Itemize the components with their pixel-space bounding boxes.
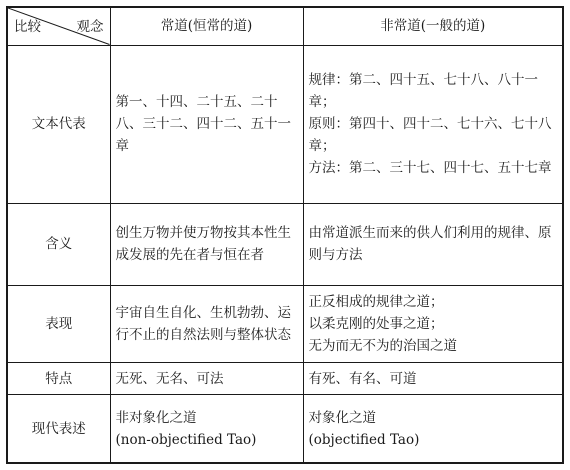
- cell-text: 创生万物并使万物按其本性生成发展的先在者与恒在者: [115, 225, 291, 264]
- cell-text: 规律：第二、四十五、七十八、八十一章；: [308, 72, 538, 111]
- cell-text: 第一、十四、二十五、二十八、三十二、四十二、五十一章: [115, 94, 291, 155]
- cell-text: 非对象化之道: [115, 409, 197, 426]
- corner-header-cell: [7, 7, 110, 45]
- row-label: 含义: [7, 203, 110, 285]
- cell-text: 宇宙自生自化、生机勃勃、运行不止的自然法则与整体状态: [115, 304, 291, 343]
- cell-changdao: [110, 395, 303, 463]
- cell-feichangdao: [303, 285, 563, 363]
- comparison-table: [6, 6, 564, 464]
- cell-text: 无为而无不为的治国之道: [308, 337, 457, 354]
- table-row-meaning: [7, 203, 563, 285]
- comparison-table-wrapper: [6, 6, 562, 464]
- cell-feichangdao: [303, 395, 563, 463]
- cell-text: 以柔克刚的处事之道；: [308, 315, 444, 332]
- cell-changdao: [110, 363, 303, 395]
- cell-text: 原则：第四十、四十二、七十六、七十八章；: [308, 116, 552, 155]
- cell-text: 正反相成的规律之道；: [308, 293, 444, 310]
- cell-text: 无死、无名、可法: [115, 370, 224, 387]
- table-row-modern-expression: [7, 395, 563, 463]
- row-label: 表现: [7, 285, 110, 363]
- table-row-text-representative: [7, 45, 563, 203]
- cell-changdao: [110, 45, 303, 203]
- cell-text: 有死、有名、可道: [308, 370, 417, 387]
- corner-label-compare: 比较: [14, 19, 41, 35]
- cell-text: (non-objectified Tao): [115, 431, 257, 448]
- table-row-manifestation: [7, 285, 563, 363]
- row-label: 现代表述: [7, 395, 110, 463]
- cell-changdao: [110, 203, 303, 285]
- cell-feichangdao: [303, 45, 563, 203]
- cell-text: 对象化之道: [308, 409, 376, 426]
- cell-text: (objectified Tao): [308, 431, 420, 448]
- header-row: [7, 7, 563, 45]
- row-label: 文本代表: [7, 45, 110, 203]
- corner-label-concept: 观念: [76, 19, 104, 35]
- cell-text: 方法：第二、三十七、四十七、五十七章: [308, 160, 552, 177]
- column-header-changdao: 常道(恒常的道): [110, 7, 303, 45]
- column-header-feichangdao: 非常道(一般的道): [303, 7, 563, 45]
- row-label: 特点: [7, 363, 110, 395]
- cell-feichangdao: [303, 203, 563, 285]
- cell-changdao: [110, 285, 303, 363]
- table-row-characteristics: [7, 363, 563, 395]
- cell-feichangdao: [303, 363, 563, 395]
- cell-text: 由常道派生而来的供人们利用的规律、原则与方法: [308, 225, 552, 264]
